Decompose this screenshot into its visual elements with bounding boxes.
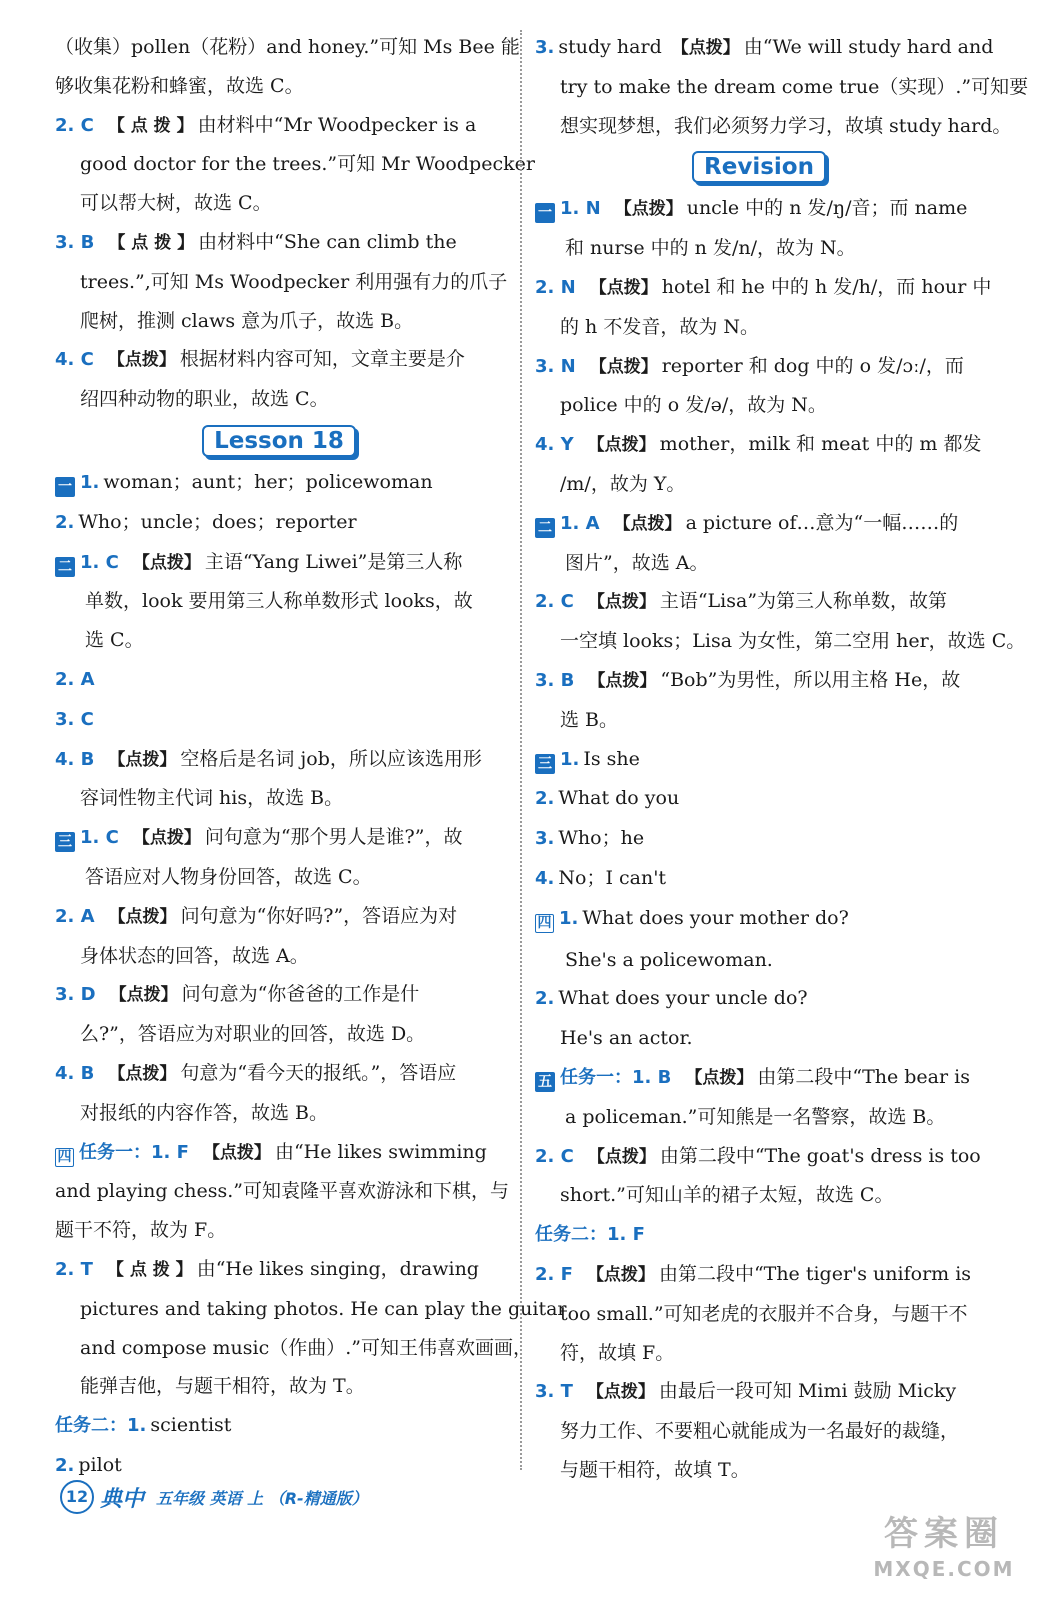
answer-line	[535, 1372, 983, 1412]
hint-tag: 【点拨】	[108, 749, 177, 770]
answer-text: woman；aunt；her；policewoman	[103, 470, 433, 493]
answer-line	[535, 107, 1012, 146]
answer-text: 问句意为“那个男人是谁?”，故	[204, 826, 463, 849]
answer-line	[535, 661, 983, 701]
answer-text: 由最后一段可知 Mimi 鼓励 Micky	[658, 1380, 957, 1403]
answer-line	[535, 544, 983, 583]
answer-line	[55, 1094, 503, 1133]
question-number: 1.	[127, 1415, 147, 1437]
answer-text: 符，故填 F。	[560, 1341, 675, 1364]
answer-line	[55, 700, 503, 740]
answer-line	[535, 28, 994, 68]
answer-line	[535, 386, 983, 425]
hint-tag: 【点拨】	[132, 552, 201, 573]
column-divider	[520, 30, 522, 1470]
answer-line	[55, 263, 508, 302]
hint-tag: 【点拨】	[586, 1264, 655, 1285]
hint-tag: 【点拨】	[587, 435, 656, 456]
answer-line	[55, 740, 503, 780]
answer-line	[55, 897, 503, 937]
answer-text: 由第二段中“The goat's dress is too	[659, 1144, 981, 1167]
answer-line	[55, 340, 503, 380]
answer-text: She's a policewoman.	[565, 948, 773, 971]
question-number: 3. N	[535, 355, 576, 377]
answer-text: Who；he	[558, 827, 645, 850]
question-number: 1. C	[80, 827, 119, 849]
answer-text: scientist	[150, 1414, 232, 1437]
hint-tag: 【点拨】	[108, 906, 177, 927]
answer-text: too small.”可知老虎的衣服并不合身，与题干不	[560, 1302, 968, 1325]
question-number: 1. C	[80, 551, 119, 573]
question-number: 4. B	[55, 1062, 95, 1084]
answer-text: reporter 和 dog 中的 o 发/ɔː/，而	[661, 354, 964, 377]
answer-line	[535, 740, 983, 780]
answer-text: 容词性物主代词 his，故选 B。	[80, 787, 344, 810]
answer-line	[55, 858, 503, 897]
answer-line	[55, 779, 503, 818]
answer-line	[55, 145, 535, 184]
answer-text: 与题干相符，故填 T。	[560, 1458, 750, 1481]
answer-text: 爬树，推测 claws 意为爪子，故选 B。	[80, 309, 414, 332]
question-number: 1. F	[151, 1141, 189, 1163]
answer-text: uncle 中的 n 发/ŋ/音；而 name	[686, 197, 968, 220]
answer-text: and playing chess.”可知袁隆平喜欢游泳和下棋，与	[55, 1180, 509, 1203]
answer-line	[55, 1054, 503, 1094]
section-number-icon: 四	[535, 914, 554, 933]
answer-line	[535, 1412, 983, 1451]
answer-line	[535, 347, 983, 387]
question-number: 4. B	[55, 748, 95, 770]
answer-text: 选 C。	[85, 629, 144, 652]
answer-text: 选 B。	[560, 708, 619, 731]
question-number: 1. B	[632, 1066, 672, 1088]
answer-text: pilot	[78, 1453, 122, 1476]
hint-tag: 【点拨】	[107, 350, 176, 371]
answer-line	[535, 189, 983, 229]
lesson-banner	[55, 419, 503, 463]
answer-text: 的 h 不发音，故为 N。	[560, 315, 759, 338]
answer-line	[55, 302, 503, 341]
answer-line	[55, 1211, 503, 1250]
question-number: 4. Y	[535, 434, 574, 456]
answer-text: 句意为“看今天的报纸。”，答语应	[180, 1061, 457, 1084]
book-title: 五年级 英语 上 （R-精通版）	[156, 1488, 368, 1508]
section-number-icon: 三	[535, 754, 555, 774]
section-number-icon: 四	[55, 1148, 74, 1167]
answer-line	[535, 1098, 983, 1137]
watermark	[859, 1512, 1029, 1592]
answer-line	[55, 67, 503, 106]
answer-text: study hard	[558, 36, 662, 58]
question-number: 2. F	[535, 1263, 573, 1285]
answer-line	[55, 184, 503, 223]
question-number: 4.	[535, 867, 555, 889]
question-number: 2. T	[55, 1258, 93, 1280]
answer-text: 根据材料内容可知，文章主要是介	[179, 348, 465, 371]
answer-text: What does your mother do?	[582, 906, 849, 929]
answer-line	[535, 465, 983, 504]
question-number: 3. D	[55, 984, 96, 1006]
answer-line	[535, 1451, 983, 1490]
answer-text: 由第二段中“The bear is	[757, 1065, 970, 1088]
answer-line	[55, 1015, 503, 1054]
question-number: 1.	[80, 471, 100, 493]
answer-line	[55, 937, 503, 976]
section-number-icon: 一	[55, 477, 75, 497]
section-number-icon: 一	[535, 203, 555, 223]
answer-line	[535, 1295, 983, 1334]
hint-tag: 【点拨】	[586, 1382, 655, 1403]
answer-text: （收集）pollen（花粉）and honey.”可知 Ms Bee 能	[55, 36, 520, 58]
answer-line	[535, 1137, 983, 1177]
answer-text: 一空填 looks；Lisa 为女性，第二空用 her，故选 C。	[560, 630, 1026, 653]
question-number: 2.	[535, 788, 555, 810]
answer-line	[535, 1058, 983, 1098]
answer-text: 和 nurse 中的 n 发/n/，故为 N。	[565, 237, 856, 260]
question-number: 3.	[535, 828, 555, 850]
question-number: 3. B	[535, 669, 575, 691]
answer-line	[535, 425, 983, 465]
answer-line	[535, 582, 983, 622]
question-number: 2. A	[55, 668, 95, 690]
answer-line	[535, 979, 983, 1019]
task-label: 任务一：	[560, 1066, 632, 1088]
answer-text: try to make the dream come true（实现）.”可知要	[560, 75, 1029, 98]
answer-text: 够收集花粉和蜂蜜，故选 C。	[55, 74, 304, 97]
answer-line	[535, 68, 1029, 107]
answer-line	[55, 1367, 503, 1406]
question-number: 3. C	[55, 708, 94, 730]
answer-text: police 中的 o 发/ə/，故为 N。	[560, 394, 827, 417]
hint-tag: 【 点 拨 】	[108, 232, 195, 253]
question-number: 3. B	[55, 231, 95, 253]
answer-line	[535, 899, 983, 939]
answer-line	[55, 543, 503, 583]
answer-text: 绍四种动物的职业，故选 C。	[80, 388, 329, 411]
page-number: 12	[60, 1480, 94, 1514]
question-number: 2.	[535, 988, 555, 1010]
answer-text: trees.”,可知 Ms Woodpecker 利用强有力的爪子	[80, 270, 508, 293]
answer-text: 对报纸的内容作答，故选 B。	[80, 1101, 329, 1124]
answer-text: pictures and taking photos. He can play the guitar	[80, 1297, 567, 1320]
answer-text: hotel 和 he 中的 h 发/h/，而 hour 中	[661, 275, 992, 298]
question-number: 1. A	[560, 512, 600, 534]
answer-line	[535, 229, 983, 268]
answer-line	[535, 268, 992, 308]
answer-line	[535, 701, 983, 740]
answer-line	[55, 1172, 509, 1211]
revision-banner	[535, 145, 983, 189]
answer-line	[535, 622, 1026, 661]
answer-text: Is she	[583, 747, 640, 770]
answer-text: Who；uncle；does；reporter	[78, 510, 357, 533]
answer-text: 由“He likes singing，drawing	[196, 1257, 479, 1280]
answer-line	[535, 1019, 983, 1058]
answer-text: No；I can't	[558, 866, 667, 889]
answer-line	[535, 1334, 983, 1373]
hint-tag: 【点拨】	[108, 1063, 177, 1084]
question-number: 1.	[559, 907, 579, 929]
section-number-icon: 二	[535, 518, 555, 538]
answer-text: “Bob”为男性，所以用主格 He，故	[660, 668, 961, 691]
answer-line	[535, 308, 983, 347]
question-number: 2. C	[55, 114, 94, 136]
task-label: 任务一：	[79, 1141, 151, 1163]
question-number: 1.	[560, 748, 580, 770]
task-label: 任务二：	[55, 1415, 127, 1437]
answer-text: a picture of…意为“一幅……的	[685, 511, 959, 534]
answer-text: 由“He likes swimming	[274, 1140, 487, 1163]
answer-line	[55, 1133, 503, 1173]
answer-text: /m/，故为 Y。	[560, 472, 686, 495]
answer-line	[535, 1176, 983, 1215]
revision-title: Revision	[692, 151, 826, 183]
answer-line	[55, 1329, 532, 1368]
brand-logo: 典中	[100, 1486, 145, 1512]
question-number: 1. F	[607, 1224, 645, 1246]
hint-tag: 【 点 拨 】	[106, 1259, 193, 1280]
answer-text: 由材料中“Mr Woodpecker is a	[197, 113, 477, 136]
question-number: 4. C	[55, 349, 94, 371]
answer-line	[55, 621, 503, 660]
answer-line	[55, 975, 503, 1015]
answer-line	[55, 28, 520, 67]
hint-tag: 【点拨】	[202, 1142, 271, 1163]
question-number: 3.	[535, 37, 555, 58]
answer-text: 主语“Yang Liwei”是第三人称	[204, 550, 463, 573]
answer-line	[535, 504, 983, 544]
hint-tag: 【点拨】	[614, 199, 683, 220]
answer-text: 主语“Lisa”为第三人称单数，故第	[659, 590, 948, 613]
answer-text: mother，milk 和 meat 中的 m 都发	[659, 433, 982, 456]
answer-text: What does your uncle do?	[558, 987, 808, 1010]
hint-tag: 【点拨】	[613, 513, 682, 534]
answer-text: and compose music（作曲）.”可知王伟喜欢画画，	[80, 1336, 532, 1359]
question-number: 2.	[55, 1454, 75, 1476]
hint-tag: 【点拨】	[588, 670, 657, 691]
answer-text: a policeman.”可知熊是一名警察，故选 B。	[565, 1105, 946, 1128]
section-number-icon: 三	[55, 832, 75, 852]
answer-text: 答语应对人物身份回答，故选 C。	[85, 865, 372, 888]
task-label: 任务二：	[535, 1224, 607, 1246]
answer-text: He's an actor.	[560, 1027, 693, 1050]
answer-line	[535, 939, 983, 980]
answer-text: 么?”，答语应为对职业的回答，故选 D。	[80, 1023, 426, 1046]
answer-line	[55, 223, 503, 263]
hint-tag: 【点拨】	[589, 277, 658, 298]
hint-tag: 【点拨】	[587, 592, 656, 613]
answer-line	[535, 1255, 983, 1295]
answer-line	[55, 1406, 503, 1446]
answer-text: good doctor for the trees.”可知 Mr Woodpecker	[80, 153, 535, 176]
question-number: 2. C	[535, 1145, 574, 1167]
answer-line	[535, 819, 983, 859]
answer-line	[55, 503, 503, 543]
hint-tag: 【点拨】	[685, 1067, 754, 1088]
answer-text: 能弹吉他，与题干相符，故为 T。	[80, 1375, 365, 1398]
answer-text: 由第二段中“The tiger's uniform is	[658, 1262, 972, 1285]
answer-text: 身体状态的回答，故选 A。	[80, 944, 309, 967]
answer-line	[55, 380, 503, 419]
answer-text: 图片”，故选 A。	[565, 551, 709, 574]
hint-tag: 【点拨】	[132, 828, 201, 849]
answer-text: 由材料中“She can climb the	[198, 230, 457, 253]
answer-line	[535, 859, 983, 899]
hint-tag: 【点拨】	[109, 985, 178, 1006]
answer-text: What do you	[558, 787, 680, 810]
answer-line	[55, 582, 503, 621]
answer-text: 可以帮大树，故选 C。	[80, 192, 272, 215]
answer-line	[55, 463, 503, 503]
answer-text: 努力工作、不要粗心就能成为一名最好的裁缝，	[560, 1420, 960, 1443]
answer-text: 空格后是名词 job，所以应该选用形	[180, 747, 482, 770]
answer-line	[55, 818, 503, 858]
answer-line	[535, 1215, 983, 1255]
answer-text: 问句意为“你爸爸的工作是什	[181, 983, 420, 1006]
answer-line	[55, 1290, 567, 1329]
question-number: 2. C	[535, 591, 574, 613]
hint-tag: 【点拨】	[587, 1146, 656, 1167]
answer-text: 想实现梦想，我们必须努力学习，故填 study hard。	[560, 114, 1012, 137]
question-number: 2. A	[55, 905, 95, 927]
lesson-title: Lesson 18	[202, 425, 356, 457]
answer-text: short.”可知山羊的裙子太短，故选 C。	[560, 1184, 894, 1207]
question-number: 2. N	[535, 276, 576, 298]
question-number: 1. N	[560, 198, 601, 220]
answer-line	[535, 779, 983, 819]
section-number-icon: 五	[535, 1072, 555, 1092]
hint-tag: 【点拨】	[589, 356, 658, 377]
answer-line	[55, 1250, 503, 1290]
question-number: 3. T	[535, 1381, 573, 1403]
watermark-bottom: MXQE.COM	[873, 1557, 1015, 1581]
watermark-top: 答案圈	[884, 1514, 1004, 1554]
page-footer	[60, 1480, 368, 1514]
section-number-icon: 二	[55, 557, 75, 577]
question-number: 2.	[55, 511, 75, 533]
answer-text: 题干不符，故为 F。	[55, 1219, 227, 1242]
right-column	[535, 28, 1029, 1490]
answer-line	[55, 660, 503, 700]
answer-text: 问句意为“你好吗?”，答语应为对	[180, 904, 458, 927]
hint-tag: 【点拨】	[671, 38, 740, 58]
explanation-text: 由“We will study hard and	[743, 36, 994, 58]
answer-line	[55, 106, 503, 146]
answer-text: 单数，look 要用第三人称单数形式 looks，故	[85, 590, 473, 613]
hint-tag: 【 点 拨 】	[107, 115, 194, 136]
